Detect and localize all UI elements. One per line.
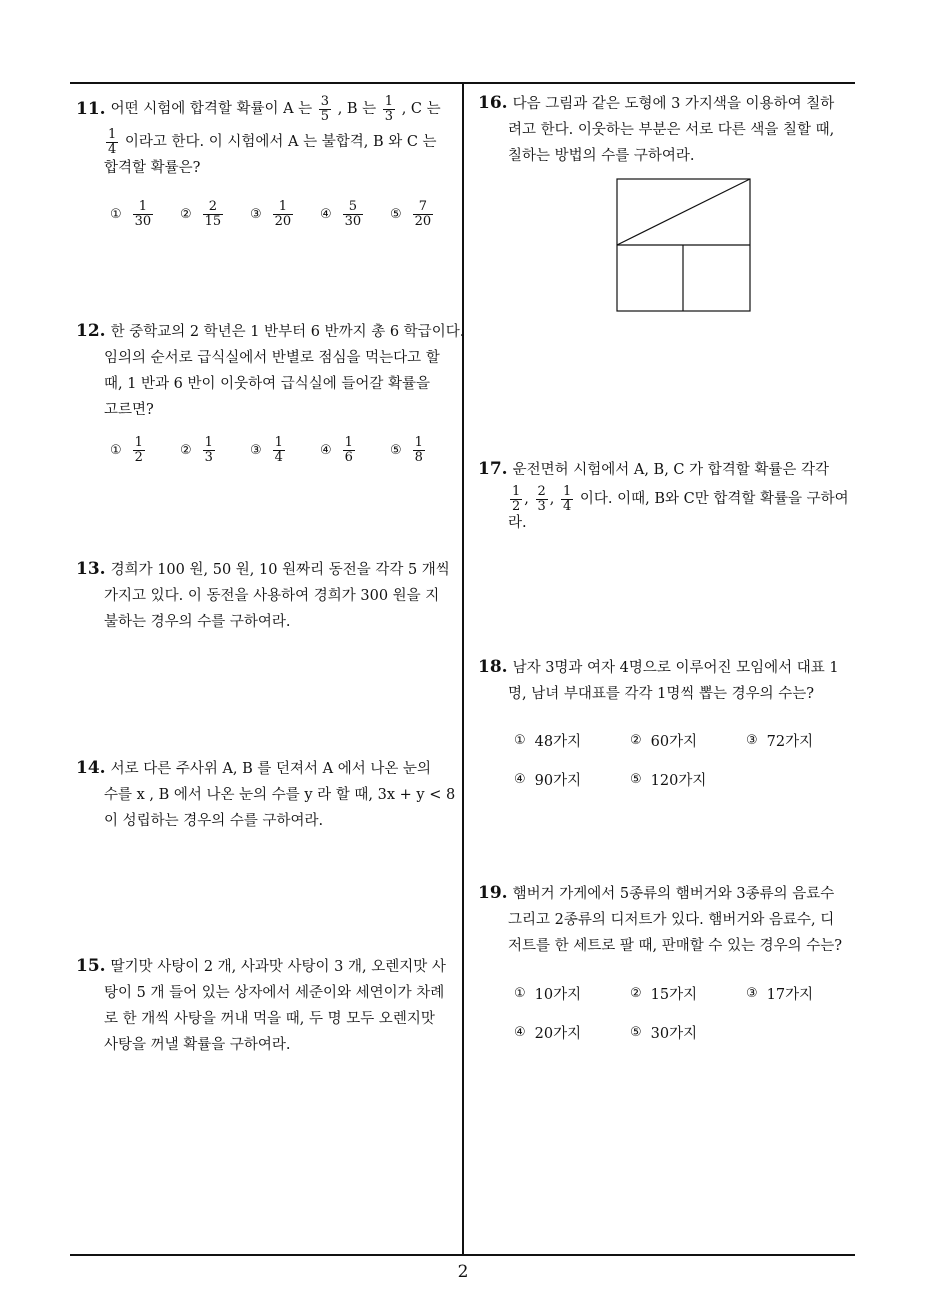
choice-4[interactable]: ④ $\frac{1}{6}$ xyxy=(320,435,353,465)
fraction-a: $\frac{3}{5}$ xyxy=(320,93,330,124)
answer-choices-18 xyxy=(514,730,854,800)
question-text: 남자 3명과 여자 4명으로 이루어진 모임에서 대표 1 xyxy=(512,660,839,676)
question-text: 임의의 순서로 급식실에서 반별로 점심을 먹는다고 할 xyxy=(104,350,440,366)
question-number: 19. xyxy=(478,883,508,903)
choice-1[interactable]: ① $\frac{1}{2}$ xyxy=(110,435,143,465)
choice-1[interactable]: ① $\frac{1}{30}$ xyxy=(110,199,152,229)
coloring-figure xyxy=(616,178,752,314)
answer-choices-12 xyxy=(110,436,460,476)
question-11 xyxy=(76,92,458,178)
column-divider xyxy=(462,82,464,1256)
figure-diagonal xyxy=(617,179,750,245)
question-text: 고르면? xyxy=(104,402,154,418)
choice-5[interactable]: ⑤ $\frac{1}{8}$ xyxy=(390,435,423,465)
question-text: 때, 1 반과 6 반이 이웃하여 급식실에 들어갈 확률을 xyxy=(104,376,431,392)
fraction-c: $\frac{1}{4}$ xyxy=(108,126,117,157)
choice-2[interactable]: ② $\frac{2}{15}$ xyxy=(180,199,222,229)
question-17: 17. 운전면허 시험에서 A, B, C 가 합격할 확률은 각각 $\frac{1}{2}$ , $\frac{2}{3}$ , $\frac{1}{4}$ 이다. 이때, B와 C만 합격할 확률을 구하여 라. xyxy=(478,456,858,531)
question-text: 저트를 한 세트로 팔 때, 판매할 수 있는 경우의 수는? xyxy=(508,938,843,954)
answer-choices-19 xyxy=(514,983,854,1053)
question-13 xyxy=(76,556,458,635)
question-number: 18. xyxy=(478,657,508,677)
question-number: 14. xyxy=(76,758,106,778)
choice-3[interactable]: ③ $\frac{1}{4}$ xyxy=(250,435,283,465)
question-text: 햄버거 가게에서 5종류의 햄버거와 3종류의 음료수 xyxy=(512,886,835,902)
question-number: 17. xyxy=(478,459,508,479)
question-16 xyxy=(478,90,858,169)
question-text: 이다. 이때, B와 C만 합격할 확률을 구하여 xyxy=(579,491,849,507)
question-15 xyxy=(76,953,458,1058)
question-text: 한 중학교의 2 학년은 1 반부터 6 반까지 총 6 학급이다. xyxy=(110,324,465,340)
question-18 xyxy=(478,654,858,707)
question-19 xyxy=(478,880,858,959)
question-text: 어떤 시험에 합격할 확률이 A 는 xyxy=(110,101,313,117)
choice-1[interactable]: ① 10가지 xyxy=(514,986,582,1003)
choice-2[interactable]: ② 60가지 xyxy=(630,733,698,750)
answer-choices-11 xyxy=(110,200,460,240)
question-text: 라. xyxy=(508,515,527,531)
question-text: 경희가 100 원, 50 원, 10 원짜리 동전을 각각 5 개씩 xyxy=(110,562,450,578)
question-text: 수를 x , B 에서 나온 눈의 수를 y 라 할 때, 3x + y < 8 xyxy=(104,787,456,803)
question-text: 가지고 있다. 이 동전을 사용하여 경희가 300 원을 지 xyxy=(104,588,440,604)
question-text: , B 는 xyxy=(337,101,377,117)
question-text: 불하는 경우의 수를 구하여라. xyxy=(104,614,291,630)
fraction-2: $\frac{2}{3}$ xyxy=(537,483,546,514)
choice-5[interactable]: ⑤ 120가지 xyxy=(630,772,707,789)
choice-4[interactable]: ④ $\frac{5}{30}$ xyxy=(320,199,362,229)
choice-5[interactable]: ⑤ 30가지 xyxy=(630,1025,698,1042)
question-number: 11. xyxy=(76,99,106,119)
choice-5[interactable]: ⑤ $\frac{7}{20}$ xyxy=(390,199,432,229)
question-number: 15. xyxy=(76,956,106,976)
choice-3[interactable]: ③ $\frac{1}{20}$ xyxy=(250,199,292,229)
question-text: 서로 다른 주사위 A, B 를 던져서 A 에서 나온 눈의 xyxy=(110,761,431,777)
question-text: 합격할 확률은? xyxy=(104,160,201,176)
question-number: 12. xyxy=(76,321,106,341)
question-text: 딸기맛 사탕이 2 개, 사과맛 사탕이 3 개, 오렌지맛 사 xyxy=(110,959,446,975)
page-number: 2 xyxy=(457,1262,469,1282)
fraction-b: $\frac{1}{3}$ xyxy=(384,93,394,124)
fraction-1: $\frac{1}{2}$ xyxy=(512,483,521,514)
question-text: , C 는 xyxy=(401,101,441,117)
choice-4[interactable]: ④ 20가지 xyxy=(514,1025,582,1042)
question-text: 려고 한다. 이웃하는 부분은 서로 다른 색을 칠할 때, xyxy=(508,122,835,138)
question-text: 다음 그림과 같은 도형에 3 가지색을 이용하여 칠하 xyxy=(512,96,835,112)
question-text: 로 한 개씩 사탕을 꺼내 먹을 때, 두 명 모두 오렌지맛 xyxy=(104,1011,435,1027)
choice-3[interactable]: ③ 17가지 xyxy=(746,986,814,1003)
bottom-rule xyxy=(70,1254,855,1256)
choice-1[interactable]: ① 48가지 xyxy=(514,733,582,750)
choice-2[interactable]: ② $\frac{1}{3}$ xyxy=(180,435,213,465)
choice-3[interactable]: ③ 72가지 xyxy=(746,733,814,750)
fraction-3: $\frac{1}{4}$ xyxy=(563,483,572,514)
question-text: 탕이 5 개 들어 있는 상자에서 세준이와 세연이가 차례 xyxy=(104,985,445,1001)
question-12 xyxy=(76,318,465,423)
choice-2[interactable]: ② 15가지 xyxy=(630,986,698,1003)
question-number: 13. xyxy=(76,559,106,579)
question-number: 16. xyxy=(478,93,508,113)
question-text: 칠하는 방법의 수를 구하여라. xyxy=(508,148,695,164)
question-14 xyxy=(76,755,458,834)
question-text: 이 성립하는 경우의 수를 구하여라. xyxy=(104,813,324,829)
question-text: 사탕을 꺼낼 확률을 구하여라. xyxy=(104,1037,291,1053)
question-text: 그리고 2종류의 디저트가 있다. 햄버거와 음료수, 디 xyxy=(508,912,835,928)
choice-4[interactable]: ④ 90가지 xyxy=(514,772,582,789)
question-text: 명, 남녀 부대표를 각각 1명씩 뽑는 경우의 수는? xyxy=(508,686,814,702)
question-text: 이라고 한다. 이 시험에서 A 는 불합격, B 와 C 는 xyxy=(124,134,437,150)
question-text: 운전면허 시험에서 A, B, C 가 합격할 확률은 각각 xyxy=(512,462,830,478)
